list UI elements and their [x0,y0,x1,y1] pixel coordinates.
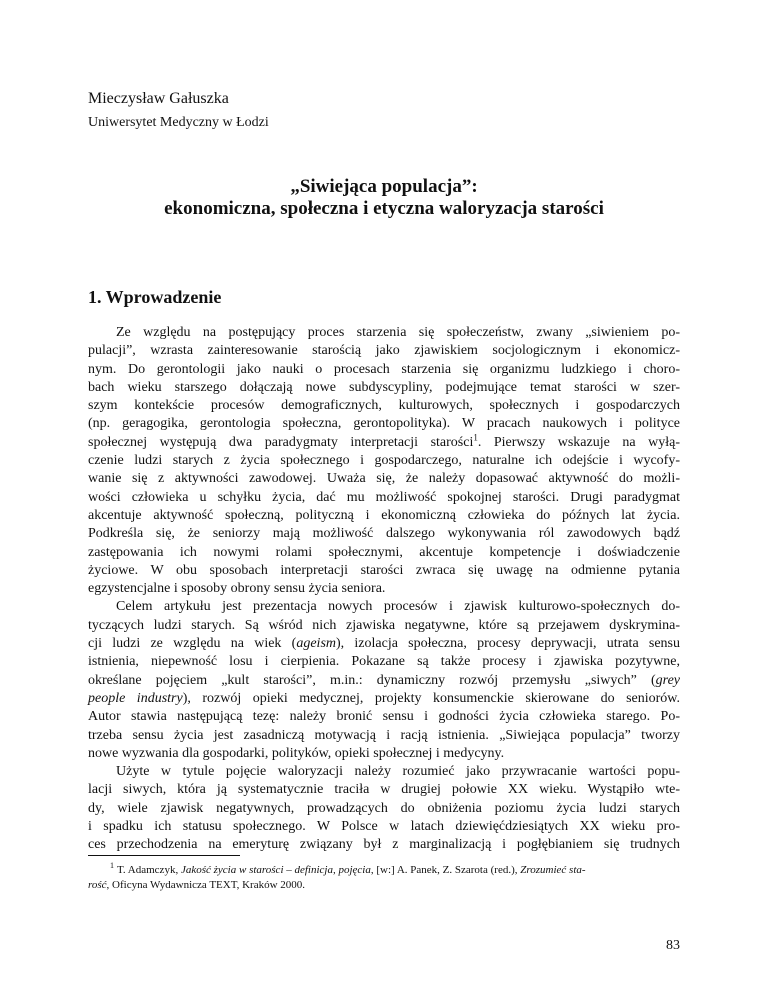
footnote-line [88,863,680,878]
body-line: Celem artykułu jest prezentacja nowych procesów i zjawisk kulturowo-społecznych do- [116,599,680,615]
footnote-reference[interactable]: 1 [473,432,478,443]
footnote-line [88,878,680,893]
body-line: życiowe. W obu sposobach interpretacji starości zwraca się uwagę na odmienne pytania [88,562,680,578]
body-line: nowe wyzwania dla gospodarki, polityków, opieki społecznej i medycyny. [88,745,505,761]
body-line: szym kontekście procesów demograficznych, kulturowych, społecznych i gospodarczych [88,398,680,414]
body-text-run: ), rozwój opieki medycznej, projekty konsumenckie skierowane do seniorów. [182,690,680,706]
author-affiliation: Uniwersytet Medyczny w Łodzi [88,115,269,130]
footnote-text-run: T. Adamczyk, [117,864,181,876]
italic-term: grey [655,672,680,688]
footnote-title: Jakość życia w starości – definicja, pojęcia [180,864,371,876]
body-line: wości człowieka u schyłku życia, dać mu możliwość spokojnej starości. Drugi paradygmat [88,489,680,505]
article-title [88,176,680,220]
body-line: tyczących ludzi starych. Są wśród nich zjawiska negatywne, które są przejawem dyskrymina- [88,617,680,633]
body-line: i spadku ich statusu społecznego. W Polsce w latach dziewięćdziesiątych XX wieku pro- [88,819,680,835]
footnote-title: Zrozumieć sta- [520,864,586,876]
body-line: Ze względu na postępujący proces starzenia się społeczeństw, zwany „siwieniem po- [116,325,680,340]
body-line: akcentuje aktywność społeczną, polityczną i ekonomiczną człowieka do późnych lat życia. [88,507,680,523]
body-text-run: ), izolacja społeczna, procesy deprywacji, utrata sensu [336,636,681,652]
body-line: lacji siwych, która ją systematycznie traciła w drugiej połowie XX wieku. Wystąpiło wte- [88,782,680,798]
footnote-text-run: , [w:] A. Panek, Z. Szarota (red.), [370,864,521,876]
footnote [88,863,680,892]
footnote-separator [88,855,240,856]
author-name: Mieczysław Gałuszka [88,90,229,107]
title-line-2: ekonomiczna, społeczna i etyczna waloryzacja starości [164,198,604,219]
body-text-run: określane pojęciem „kult starości”, m.in.: dynamiczny rozwój przemysłu „siwych” ( [88,672,656,688]
footnote-title: rość [88,878,107,891]
body-line: istnienia, niepewność losu i cierpienia. Pokazane są także procesy i zjawiska pozytywne, [88,654,680,670]
body-line [88,635,680,653]
body-line: ces przechodzenia na emeryturę związany był z marginalizacją i pogłębianiem się trudnych [88,837,680,853]
body-line: (np. geragogika, gerontologia społeczna, gerontopolityka). W pracach naukowych i polityce [88,416,680,432]
body-line: egzystencjalne i sposoby obrony sensu życia seniora. [88,581,386,597]
body-line: dy, wiele zjawisk negatywnych, prowadzących do obniżenia poziomu życia ludzi starych [88,800,680,816]
page-number: 83 [666,938,680,953]
body-line: wanie się z aktywności zawodowej. Uważa się, że należy dopasować aktywność do możli- [88,471,680,487]
body-text [88,324,680,855]
body-line [88,434,680,452]
footnote-text-run: , Oficyna Wydawnicza TEXT, Kraków 2000. [106,878,306,891]
body-line: Użyte w tytule pojęcie waloryzacji należy rozumieć jako przywracanie wartości popu- [116,764,680,780]
body-line [88,690,680,708]
body-line: Podkreśla się, że seniorzy mają możliwość dalszego wykonywania ról zawodowych bądź [88,526,680,542]
footnote-mark: 1 [110,861,114,871]
body-line: nym. Do gerontologii jako nauki o procesach starzenia się organizmu ludzkiego i choro- [88,361,680,377]
italic-term: people industry [88,690,183,706]
body-line: czenie ludzi starych z życia społecznego i gospodarczego, naturalne ich odejście i wycofy- [88,453,680,469]
section-heading: 1. Wprowadzenie [88,287,222,307]
body-text-run: społecznej występują dwa paradygmaty interpretacji starości [88,434,474,450]
italic-term: ageism [296,636,337,652]
body-line: pulacji”, wzrasta zainteresowanie starością jako zjawiskiem socjologicznym i ekonomicz- [88,343,680,359]
title-line-1: „Siwiejąca populacja”: [290,176,478,197]
body-line [88,672,680,690]
body-text-run: . Pierwszy wskazuje na wyłą- [477,434,680,450]
body-line: bach wieku starszego dołączają nowe subdyscypliny, podejmujące temat starości w szer- [88,379,680,395]
body-line: trzeba sensu życia jest zasadniczą motywacją i racją istnienia. „Siwiejąca populacja” tworzy [88,727,680,743]
body-line: Autor stawia następującą tezę: należy bronić sensu i godności życia człowieka starego. Po- [88,709,680,725]
body-text-run: cji ludzi ze względu na wiek ( [88,636,297,652]
body-line: zastępowania ich nowymi rolami społecznymi, akcentuje kompetencje i doświadczenie [88,544,680,560]
